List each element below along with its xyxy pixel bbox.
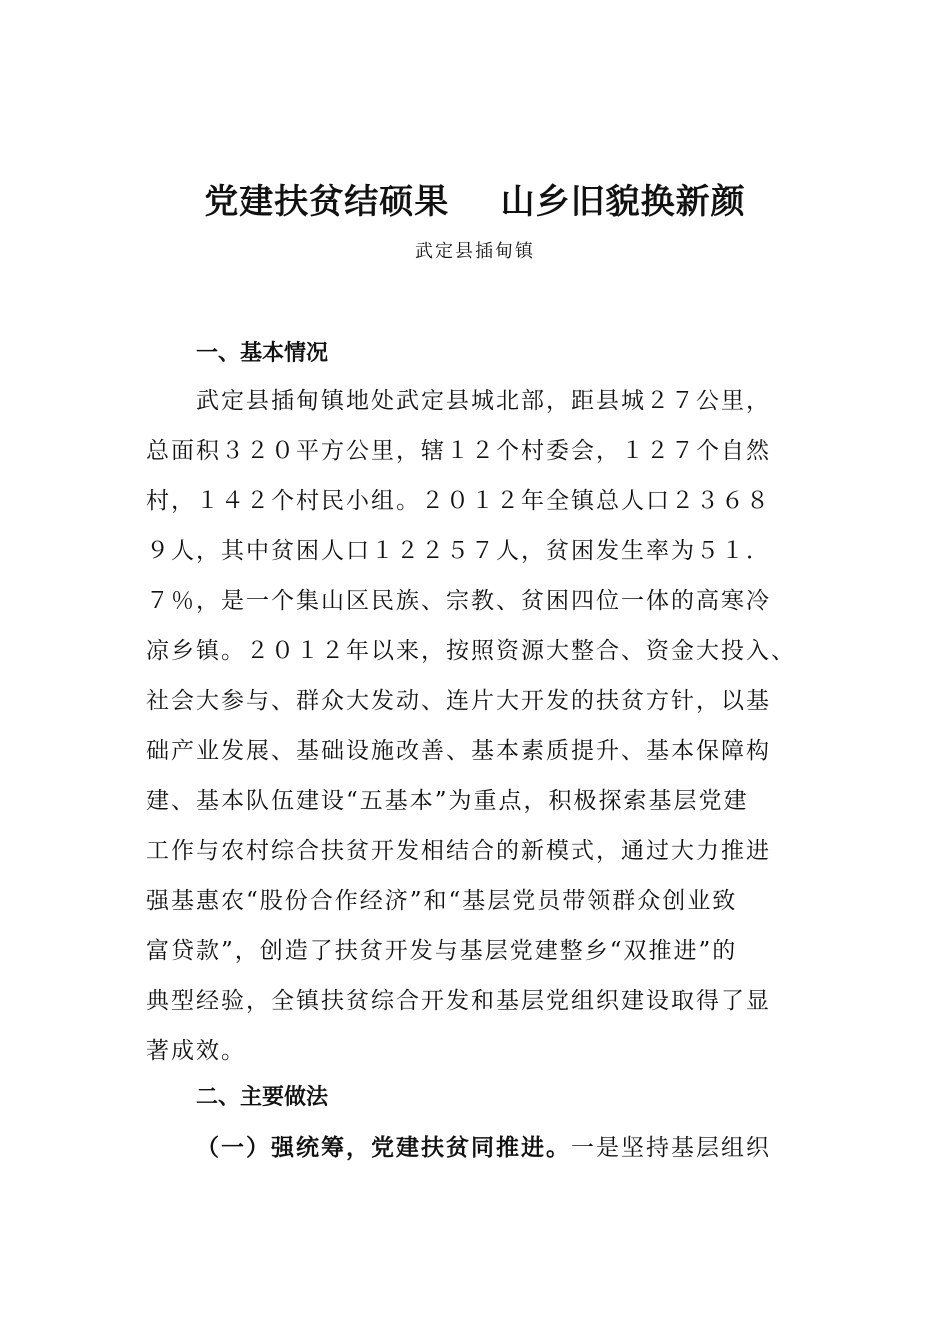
paragraph-line: 著成效。 [146, 1038, 246, 1064]
paragraph-line: 武定县插甸镇地处武定县城北部，距县城２７公里， [196, 388, 771, 414]
paragraph-line: 富贷款”，创造了扶贫开发与基层党建整乡“双推进”的 [146, 938, 738, 964]
section-basic-situation-paragraph [146, 376, 806, 1076]
subsection-heading: （一）强统筹，党建扶贫同推进。 [196, 1134, 571, 1161]
document-author: 武定县插甸镇 [415, 241, 535, 262]
document-title: 党建扶贫结硕果 山乡旧貌换新颜 [204, 182, 746, 222]
section-heading-basic-situation: 一、基本情况 [196, 341, 329, 366]
paragraph-line: 础产业发展、基础设施改善、基本素质提升、基本保障构 [146, 738, 771, 764]
paragraph-line: ７％，是一个集山区民族、宗教、贫困四位一体的高寒冷 [146, 588, 771, 614]
paragraph-line: 工作与农村综合扶贫开发相结合的新模式，通过大力推进 [146, 838, 771, 864]
paragraph-line: 典型经验，全镇扶贫综合开发和基层党组织建设取得了显 [146, 988, 771, 1014]
paragraph-line: 强基惠农“股份合作经济”和“基层党员带领群众创业致 [146, 888, 738, 914]
paragraph-line: 村，１４２个村民小组。２０１２年全镇总人口２３６８ [146, 488, 771, 514]
subsection-paragraph [196, 1128, 816, 1168]
paragraph-line: ９人，其中贫困人口１２２５７人，贫困发生率为５１． [146, 538, 771, 564]
paragraph-line: 凉乡镇。２０１２年以来，按照资源大整合、资金大投入、 [146, 638, 796, 664]
paragraph-line: 建、基本队伍建设“五基本”为重点，积极探索基层党建 [146, 788, 749, 814]
subsection-text: 一是坚持基层组织 [571, 1135, 771, 1161]
paragraph-line: 总面积３２０平方公里，辖１２个村委会，１２７个自然 [146, 438, 771, 464]
section-heading-main-practices: 二、主要做法 [196, 1085, 329, 1110]
paragraph-line: 社会大参与、群众大发动、连片大开发的扶贫方针，以基 [146, 688, 771, 714]
